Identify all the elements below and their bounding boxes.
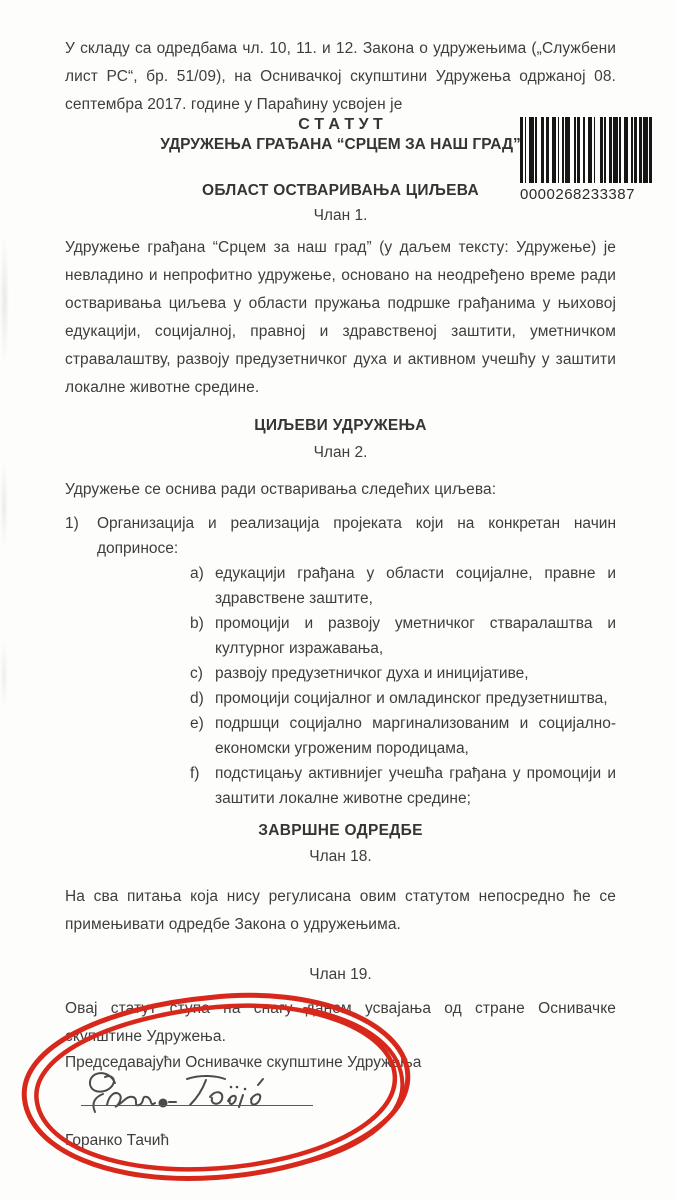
goal-subitem-b <box>65 611 616 661</box>
goal-item-text: Организација и реализација пројеката који на конкретан начин доприносе: <box>97 515 616 557</box>
goal-subitem-text: промоцији социјалног и омладинског предузетништва, <box>215 690 608 707</box>
goal-subitem-e <box>65 711 616 761</box>
signature-scribble-icon <box>79 1063 314 1121</box>
section-heading-ciljevi: ЦИЉЕВИ УДРУЖЕЊА <box>254 417 427 434</box>
goal-subitem-c <box>65 661 616 686</box>
goals-list <box>65 511 616 811</box>
article-18-label: Члан 18. <box>309 848 372 865</box>
list-marker: 1) <box>65 515 79 532</box>
signature-name: Горанко Тачић <box>65 1132 170 1149</box>
goal-subitem-text: подршци социјално маргинализованим и социјално-економски угроженим породицама, <box>215 715 616 757</box>
goal-subitem-d <box>65 686 616 711</box>
section-heading-oblast: ОБЛАСТ ОСТВАРИВАЊА ЦИЉЕВА <box>202 182 479 199</box>
article-1-paragraph: Удружење грађана “Срцем за наш град” (у даљем тексту: Удружење) је невладино и непрофитно удружење, основано на неодређено време ради остваривања циљева у области пружања подршке грађанима у њиховој едукацији, социјалној, правној и здравственој заштити, уметничком стравалаштву, развоју предузетничког духа и активном учешћу у заштити локалне животне средине. <box>65 239 616 396</box>
article-1-label: Члан 1. <box>313 207 368 224</box>
signature-section <box>65 1053 616 1151</box>
goal-subitem-a <box>65 561 616 611</box>
statute-subtitle: УДРУЖЕЊА ГРАЂАНА “СРЦЕМ ЗА НАШ ГРАД” <box>160 136 521 153</box>
goal-subitem-text: промоцији и развоју уметничког стваралаштва и културног изражавања, <box>215 615 616 657</box>
goals-lead-paragraph: Удружење се оснива ради остваривања следећих циљева: <box>65 481 497 498</box>
statute-title: С Т А Т У Т <box>298 116 383 133</box>
list-marker: a) <box>190 565 204 582</box>
goal-item-1 <box>65 511 616 561</box>
scan-smudge <box>0 235 9 365</box>
goal-subitem-text: подстицању активнијег учешћа грађана у промоцији и заштити локалне животне средине; <box>215 765 616 807</box>
article-2-label: Члан 2. <box>313 444 368 461</box>
intro-paragraph: У складу са одредбама чл. 10, 11. и 12. Закона о удружењима („Службени лист РС“, бр. 51/09), на Оснивачкој скупштини Удружења одржаној 08. септембра 2017. године у Параћину усвојен је <box>65 40 616 113</box>
section-heading-zavrsne: ЗАВРШНЕ ОДРЕДБЕ <box>258 822 423 839</box>
list-marker: f) <box>190 765 200 782</box>
signature-role-label: Председавајући Оснивачке скупштине Удружења <box>65 1054 422 1071</box>
scan-smudge <box>0 640 8 710</box>
article-19-label: Члан 19. <box>309 966 372 983</box>
list-marker: b) <box>190 615 204 632</box>
scan-smudge <box>0 460 8 550</box>
list-marker: e) <box>190 715 204 732</box>
goal-subitem-text: едукацији грађана у области социјалне, правне и здравствене заштите, <box>215 565 616 607</box>
article-18-paragraph: На сва питања која нису регулисана овим статутом непосредно ће се примењивати одредбе Закона о удружењима. <box>65 888 616 933</box>
signature-area <box>65 1075 616 1129</box>
list-marker: d) <box>190 690 204 707</box>
barcode-number: 0000268233387 <box>520 186 635 203</box>
signature-line <box>81 1105 313 1106</box>
list-marker: c) <box>190 665 203 682</box>
goal-subitem-f <box>65 761 616 811</box>
goal-subitem-text: развоју предузетничког духа и иницијативе, <box>215 665 529 682</box>
article-19-paragraph: Овај статут ступа на снагу даном усвајања од стране Оснивачке скупштине Удружења. <box>65 1000 616 1045</box>
